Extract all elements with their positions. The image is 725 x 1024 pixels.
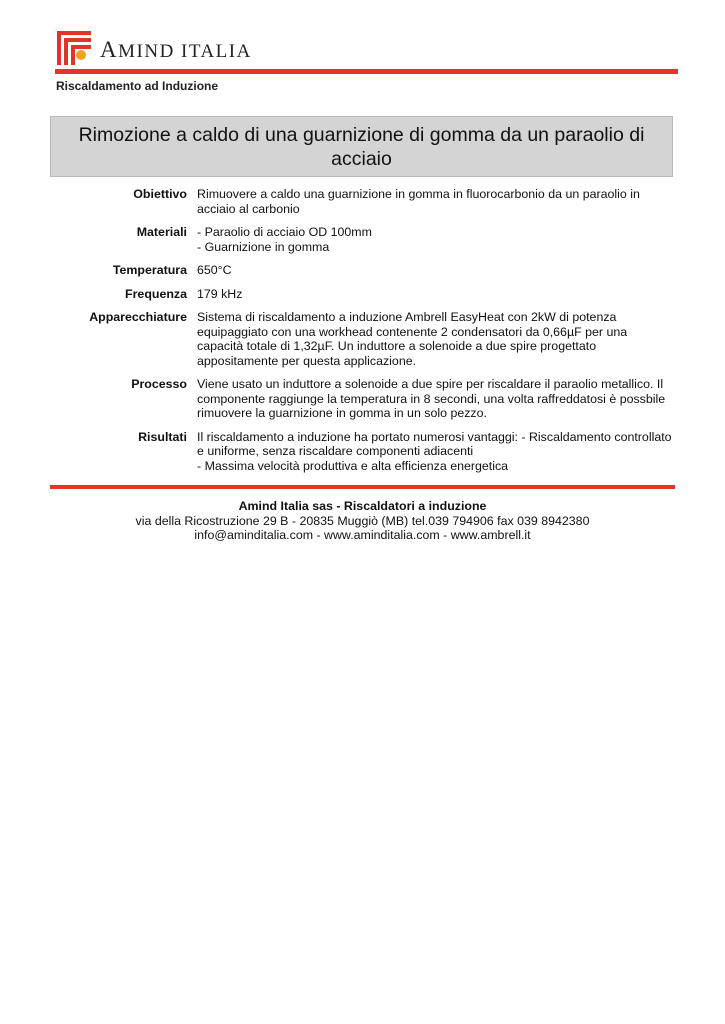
footer-divider [50, 485, 675, 489]
row-processo [50, 377, 675, 421]
footer-company: Amind Italia sas - Riscaldatori a induzione [238, 499, 487, 513]
row-value: Il riscaldamento a induzione ha portato numerosi vantaggi: - Riscaldamento controllato e uniforme, senza riscaldare componenti adiacenti - Massima velocità produttiva e alta efficienza energetica [197, 429, 672, 473]
brand-name: AMIND ITALIA [100, 37, 252, 62]
row-label: Frequenza [125, 286, 187, 301]
footer [50, 499, 675, 543]
page-title: Rimozione a caldo di una guarnizione di gomma da un paraolio di acciaio [78, 123, 645, 170]
row-obiettivo [50, 187, 675, 216]
row-label: Temperatura [112, 263, 187, 277]
row-value: Rimuovere a caldo una guarnizione in gomma in fluorocarbonio da un paraolio in acciaio al carbonio [197, 187, 640, 216]
title-box [50, 116, 673, 177]
row-label: Apparecchiature [89, 310, 187, 324]
row-materiali [50, 225, 675, 254]
amind-logo-icon [57, 31, 91, 65]
row-value: Viene usato un induttore a solenoide a due spire per riscaldare il paraolio metallico. Il componente raggiunge la temperatura in 8 secondi, una volta raffreddatosi è possbile rimuovere la guarnizione in gomma in un solo pezzo. [197, 377, 666, 420]
section-title: Riscaldamento ad Induzione [56, 79, 219, 93]
row-label: Processo [131, 377, 187, 391]
footer-contacts: info@aminditalia.com - www.aminditalia.com - www.ambrell.it [194, 528, 531, 542]
row-label: Materiali [136, 225, 187, 239]
row-value: 650°C [197, 263, 232, 277]
row-risultati [50, 430, 675, 474]
row-label: Risultati [138, 429, 187, 444]
row-value: 179 kHz [197, 286, 243, 301]
header-divider [55, 69, 678, 74]
row-apparecchiature [50, 310, 675, 368]
row-label: Obiettivo [133, 187, 187, 201]
row-value: - Paraolio di acciaio OD 100mm - Guarnizione in gomma [197, 225, 372, 254]
info-table [50, 187, 675, 482]
row-temperatura [50, 263, 675, 278]
row-frequenza [50, 287, 675, 302]
row-value: Sistema di riscaldamento a induzione Ambrell EasyHeat con 2kW di potenza equipaggiato con una workhead contenente 2 condensatori da 0,66µF per una capacità totale di 1,32µF. Un induttore a solenoide a due spire progettato appositamente per questa applicazione. [197, 310, 628, 368]
footer-address: via della Ricostruzione 29 B - 20835 Muggiò (MB) tel.039 794906 fax 039 8942380 [135, 513, 590, 528]
